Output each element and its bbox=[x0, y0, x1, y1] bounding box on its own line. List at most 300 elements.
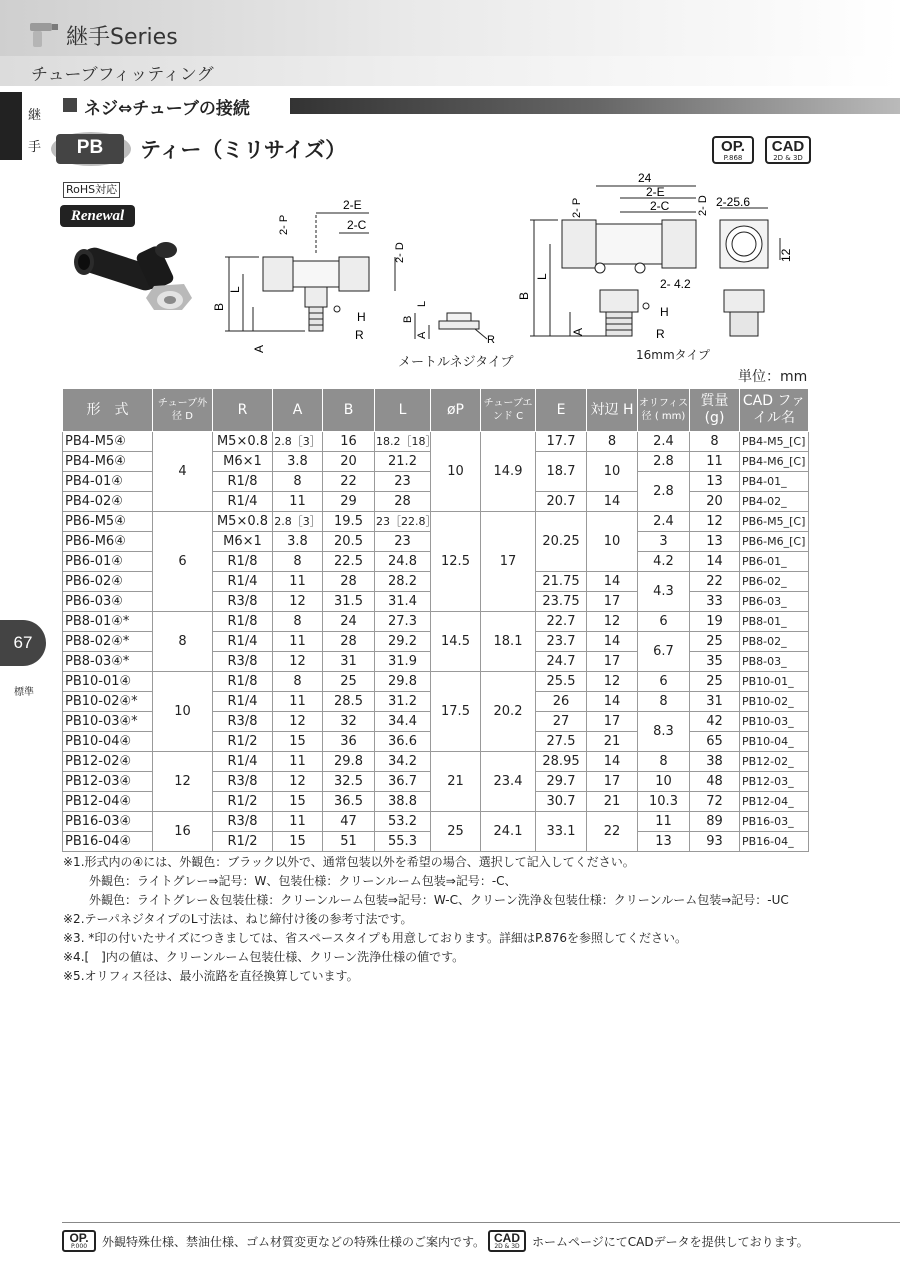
cell-l: 23 bbox=[375, 472, 431, 492]
cell-model: PB10-01④ bbox=[63, 672, 153, 692]
cell-a: 2.8［3］ bbox=[273, 512, 323, 532]
cell-e: 26 bbox=[536, 692, 587, 712]
dimension-drawing-metric bbox=[395, 295, 515, 345]
cell-cad: PB8-03_ bbox=[740, 652, 809, 672]
section-square-icon bbox=[63, 98, 77, 112]
note-1: ※1.形式内の④には、外観色：ブラック以外で、通常包装以外を希望の場合、選択して記入してください。 bbox=[63, 855, 635, 869]
cell-g: 19 bbox=[690, 612, 740, 632]
cell-b: 16 bbox=[323, 432, 375, 452]
note-2: ※2.テーパネジタイプのL寸法は、ねじ締付け後の参考寸法です。 bbox=[63, 912, 413, 926]
cell-a: 12 bbox=[273, 652, 323, 672]
cell-h: 14 bbox=[587, 692, 638, 712]
cell-r: R3/8 bbox=[213, 652, 273, 672]
cell-b: 25 bbox=[323, 672, 375, 692]
cell-l: 31.2 bbox=[375, 692, 431, 712]
cell-b: 20 bbox=[323, 452, 375, 472]
cell-a: 11 bbox=[273, 572, 323, 592]
cell-r: M5×0.8 bbox=[213, 512, 273, 532]
cell-model: PB4-02④ bbox=[63, 492, 153, 512]
cell-b: 29.8 bbox=[323, 752, 375, 772]
cell-l: 31.4 bbox=[375, 592, 431, 612]
cell-o: 3 bbox=[638, 532, 690, 552]
op-badge-page: P.868 bbox=[723, 154, 743, 162]
cad-badge[interactable] bbox=[765, 136, 811, 164]
cell-h: 17 bbox=[587, 592, 638, 612]
cell-model: PB10-04④ bbox=[63, 732, 153, 752]
cell-h: 17 bbox=[587, 772, 638, 792]
column-header: 対辺 H bbox=[587, 389, 638, 432]
cell-model: PB8-03④* bbox=[63, 652, 153, 672]
dim-h-label: H bbox=[357, 310, 366, 324]
cell-b: 32 bbox=[323, 712, 375, 732]
column-header: B bbox=[323, 389, 375, 432]
cell-model: PB6-M6④ bbox=[63, 532, 153, 552]
dim-r-label-metric: R bbox=[487, 334, 495, 345]
section-bar bbox=[290, 98, 900, 114]
series-title: 継手Series bbox=[66, 25, 178, 50]
cell-cad: PB4-01_ bbox=[740, 472, 809, 492]
cell-o: 6.7 bbox=[638, 632, 690, 672]
cell-r: R3/8 bbox=[213, 812, 273, 832]
cell-c: 18.1 bbox=[481, 612, 536, 672]
cell-r: M6×1 bbox=[213, 532, 273, 552]
cell-d: 4 bbox=[153, 432, 213, 512]
cell-r: R1/4 bbox=[213, 692, 273, 712]
cell-h: 14 bbox=[587, 752, 638, 772]
table-row bbox=[63, 812, 809, 832]
side-tab-char-1: 継 bbox=[28, 108, 42, 123]
cell-r: M6×1 bbox=[213, 452, 273, 472]
cell-cad: PB4-M5_[C] bbox=[740, 432, 809, 452]
cell-l: 36.6 bbox=[375, 732, 431, 752]
section-title: ネジ⇔チューブの接続 bbox=[84, 99, 250, 119]
dim-l-label-metric: L bbox=[416, 300, 428, 307]
cell-h: 8 bbox=[587, 432, 638, 452]
cell-c: 20.2 bbox=[481, 672, 536, 752]
column-header: A bbox=[273, 389, 323, 432]
column-header: CAD ファイル名 bbox=[740, 389, 809, 432]
cell-g: 89 bbox=[690, 812, 740, 832]
cell-model: PB6-02④ bbox=[63, 572, 153, 592]
dimension-drawing-standard bbox=[205, 195, 415, 360]
cell-o: 11 bbox=[638, 812, 690, 832]
cell-e: 22.7 bbox=[536, 612, 587, 632]
column-header: R bbox=[213, 389, 273, 432]
renewal-badge: Renewal bbox=[60, 205, 135, 227]
cell-h: 14 bbox=[587, 572, 638, 592]
cell-cad: PB16-03_ bbox=[740, 812, 809, 832]
product-code: PB bbox=[76, 137, 104, 158]
cell-cad: PB12-03_ bbox=[740, 772, 809, 792]
cell-cad: PB4-02_ bbox=[740, 492, 809, 512]
cell-cad: PB10-04_ bbox=[740, 732, 809, 752]
cell-r: R1/4 bbox=[213, 492, 273, 512]
cell-g: 11 bbox=[690, 452, 740, 472]
cell-b: 22.5 bbox=[323, 552, 375, 572]
footer-cad-sub: 2D & 3D bbox=[494, 1243, 520, 1250]
footer-divider bbox=[62, 1222, 900, 1223]
cell-a: 11 bbox=[273, 752, 323, 772]
cell-cad: PB8-02_ bbox=[740, 632, 809, 652]
cell-a: 15 bbox=[273, 832, 323, 852]
cell-cad: PB6-03_ bbox=[740, 592, 809, 612]
cell-l: 18.2［18］ bbox=[375, 432, 431, 452]
dim-b-label: B bbox=[212, 302, 226, 311]
cell-p: 21 bbox=[431, 752, 481, 812]
cell-b: 31.5 bbox=[323, 592, 375, 612]
cell-e: 28.95 bbox=[536, 752, 587, 772]
cell-c: 24.1 bbox=[481, 812, 536, 852]
notes bbox=[63, 853, 789, 986]
cell-a: 2.8［3］ bbox=[273, 432, 323, 452]
cell-h: 12 bbox=[587, 672, 638, 692]
cell-h: 12 bbox=[587, 612, 638, 632]
cell-c: 14.9 bbox=[481, 432, 536, 512]
cell-r: R1/4 bbox=[213, 572, 273, 592]
cell-o: 8 bbox=[638, 692, 690, 712]
cell-e: 25.5 bbox=[536, 672, 587, 692]
cell-cad: PB6-M6_[C] bbox=[740, 532, 809, 552]
op-badge-label: OP. bbox=[721, 138, 745, 155]
column-header: 形 式 bbox=[63, 389, 153, 432]
note-1-sub-b: 外観色：ライトグレー＆包装仕様：クリーンルーム包装⇒記号：W-C、クリーン洗浄＆包装仕様：クリーンルーム包装⇒記号：-UC bbox=[77, 893, 789, 907]
cell-p: 10 bbox=[431, 432, 481, 512]
dim-a-label-16: A bbox=[571, 327, 585, 336]
cell-e: 21.75 bbox=[536, 572, 587, 592]
footer-op-badge[interactable] bbox=[62, 1230, 96, 1252]
cell-l: 28 bbox=[375, 492, 431, 512]
cell-l: 21.2 bbox=[375, 452, 431, 472]
cell-c: 23.4 bbox=[481, 752, 536, 812]
cell-g: 42 bbox=[690, 712, 740, 732]
cell-b: 36.5 bbox=[323, 792, 375, 812]
cell-p: 12.5 bbox=[431, 512, 481, 612]
cell-model: PB6-01④ bbox=[63, 552, 153, 572]
dim-25-6-label: 2-25.6 bbox=[716, 195, 751, 209]
cell-b: 28 bbox=[323, 572, 375, 592]
cell-cad: PB16-04_ bbox=[740, 832, 809, 852]
unit-label: 単位：mm bbox=[738, 369, 808, 385]
cell-e: 30.7 bbox=[536, 792, 587, 812]
cell-r: R1/8 bbox=[213, 472, 273, 492]
cell-cad: PB10-03_ bbox=[740, 712, 809, 732]
cell-d: 16 bbox=[153, 812, 213, 852]
dim-h-label-16: H bbox=[660, 305, 669, 319]
cell-r: R1/2 bbox=[213, 732, 273, 752]
cell-b: 20.5 bbox=[323, 532, 375, 552]
column-header: チューブエンド C bbox=[481, 389, 536, 432]
cell-model: PB6-03④ bbox=[63, 592, 153, 612]
cell-e: 29.7 bbox=[536, 772, 587, 792]
cell-e: 23.75 bbox=[536, 592, 587, 612]
cell-model: PB4-M5④ bbox=[63, 432, 153, 452]
note-1-sub-a: 外観色：ライトグレー⇒記号：W、包装仕様：クリーンルーム包装⇒記号：-C、 bbox=[77, 874, 517, 888]
cell-l: 23［22.8］ bbox=[375, 512, 431, 532]
cell-g: 33 bbox=[690, 592, 740, 612]
table-row bbox=[63, 752, 809, 772]
cell-a: 3.8 bbox=[273, 532, 323, 552]
cell-b: 22 bbox=[323, 472, 375, 492]
cell-o: 6 bbox=[638, 612, 690, 632]
cell-g: 35 bbox=[690, 652, 740, 672]
cell-g: 22 bbox=[690, 572, 740, 592]
cell-h: 21 bbox=[587, 732, 638, 752]
cell-model: PB10-03④* bbox=[63, 712, 153, 732]
dim-2e-label: 2-E bbox=[343, 198, 362, 212]
cell-e: 33.1 bbox=[536, 812, 587, 852]
cell-e: 20.7 bbox=[536, 492, 587, 512]
cell-d: 8 bbox=[153, 612, 213, 672]
cell-l: 27.3 bbox=[375, 612, 431, 632]
metric-thread-caption: メートルネジタイプ bbox=[398, 355, 514, 370]
cell-a: 15 bbox=[273, 792, 323, 812]
cell-model: PB16-03④ bbox=[63, 812, 153, 832]
cell-g: 8 bbox=[690, 432, 740, 452]
cell-l: 55.3 bbox=[375, 832, 431, 852]
cell-r: M5×0.8 bbox=[213, 432, 273, 452]
cell-l: 23 bbox=[375, 532, 431, 552]
dim-l-label-16: L bbox=[535, 273, 549, 280]
cell-a: 8 bbox=[273, 552, 323, 572]
cell-g: 13 bbox=[690, 472, 740, 492]
cell-l: 29.8 bbox=[375, 672, 431, 692]
cell-r: R1/8 bbox=[213, 612, 273, 632]
cell-o: 13 bbox=[638, 832, 690, 852]
footer-cad-badge[interactable] bbox=[488, 1230, 526, 1252]
cell-o: 10 bbox=[638, 772, 690, 792]
cell-o: 2.8 bbox=[638, 472, 690, 512]
cell-h: 10 bbox=[587, 512, 638, 572]
cell-l: 34.4 bbox=[375, 712, 431, 732]
cell-a: 8 bbox=[273, 672, 323, 692]
cell-a: 11 bbox=[273, 812, 323, 832]
dim-a-label-metric: A bbox=[416, 331, 428, 339]
cell-h: 14 bbox=[587, 492, 638, 512]
column-header: チューブ外径 D bbox=[153, 389, 213, 432]
cell-p: 14.5 bbox=[431, 612, 481, 672]
cell-a: 11 bbox=[273, 692, 323, 712]
cell-g: 12 bbox=[690, 512, 740, 532]
cell-h: 21 bbox=[587, 792, 638, 812]
cell-o: 8 bbox=[638, 752, 690, 772]
cell-model: PB6-M5④ bbox=[63, 512, 153, 532]
product-title: ティー（ミリサイズ） bbox=[140, 138, 347, 162]
cell-g: 13 bbox=[690, 532, 740, 552]
cell-model: PB16-04④ bbox=[63, 832, 153, 852]
footer-op-label: OP. bbox=[69, 1231, 89, 1245]
page-subtitle: チューブフィッティング bbox=[31, 65, 214, 85]
cad-badge-sub: 2D & 3D bbox=[773, 154, 803, 162]
cell-o: 4.3 bbox=[638, 572, 690, 612]
cell-model: PB12-03④ bbox=[63, 772, 153, 792]
cell-model: PB10-02④* bbox=[63, 692, 153, 712]
cell-cad: PB12-02_ bbox=[740, 752, 809, 772]
cell-r: R3/8 bbox=[213, 772, 273, 792]
fitting-logo-icon bbox=[30, 21, 60, 47]
cell-a: 15 bbox=[273, 732, 323, 752]
footer-op-page: P.000 bbox=[70, 1243, 88, 1250]
cell-cad: PB6-M5_[C] bbox=[740, 512, 809, 532]
cell-p: 17.5 bbox=[431, 672, 481, 752]
dim-12-label: 12 bbox=[779, 248, 793, 262]
cell-b: 47 bbox=[323, 812, 375, 832]
cell-e: 20.25 bbox=[536, 512, 587, 572]
cell-l: 28.2 bbox=[375, 572, 431, 592]
cell-model: PB12-02④ bbox=[63, 752, 153, 772]
dim-r-label-16: R bbox=[656, 327, 665, 341]
cell-e: 27 bbox=[536, 712, 587, 732]
cad-badge-label: CAD bbox=[771, 138, 805, 155]
cell-b: 28 bbox=[323, 632, 375, 652]
cell-h: 10 bbox=[587, 452, 638, 492]
dim-l-label: L bbox=[228, 286, 242, 293]
cell-a: 12 bbox=[273, 592, 323, 612]
cell-r: R1/2 bbox=[213, 832, 273, 852]
spec-table bbox=[62, 388, 809, 852]
cell-g: 14 bbox=[690, 552, 740, 572]
rohs-label: RoHS対応 bbox=[63, 182, 120, 198]
dim-24-label: 24 bbox=[638, 171, 652, 185]
cell-g: 93 bbox=[690, 832, 740, 852]
cell-e: 23.7 bbox=[536, 632, 587, 652]
note-4: ※4.[ ]内の値は、クリーンルーム包装仕様、クリーン洗浄仕様の値です。 bbox=[63, 950, 465, 964]
cell-r: R1/2 bbox=[213, 792, 273, 812]
dim-a-label: A bbox=[252, 344, 266, 353]
dim-2d-label-16: 2- D bbox=[697, 195, 709, 216]
cell-e: 24.7 bbox=[536, 652, 587, 672]
note-5: ※5.オリフィス径は、最小流路を直径換算しています。 bbox=[63, 969, 359, 983]
cell-g: 20 bbox=[690, 492, 740, 512]
cell-b: 51 bbox=[323, 832, 375, 852]
op-badge[interactable] bbox=[712, 136, 754, 164]
cell-a: 8 bbox=[273, 612, 323, 632]
cell-g: 25 bbox=[690, 672, 740, 692]
footer-op-text: 外観特殊仕様、禁油仕様、ゴム材質変更などの特殊仕様のご案内です。 bbox=[102, 1235, 486, 1249]
cell-l: 34.2 bbox=[375, 752, 431, 772]
note-3: ※3. *印の付いたサイズにつきましては、省スペースタイプも用意しております。詳細はP.876を参照してください。 bbox=[63, 931, 688, 945]
cell-a: 12 bbox=[273, 772, 323, 792]
cell-e: 18.7 bbox=[536, 452, 587, 492]
column-header: オリフィス径 ( mm) bbox=[638, 389, 690, 432]
cell-o: 2.8 bbox=[638, 452, 690, 472]
cell-h: 17 bbox=[587, 652, 638, 672]
cell-g: 65 bbox=[690, 732, 740, 752]
table-header-row bbox=[63, 389, 809, 432]
dim-2p-label: 2- P bbox=[278, 214, 290, 235]
cell-d: 10 bbox=[153, 672, 213, 752]
dim-2d-label: 2- D bbox=[394, 242, 406, 263]
cell-r: R1/4 bbox=[213, 752, 273, 772]
16mm-type-caption: 16mmタイプ bbox=[636, 348, 711, 362]
cell-c: 17 bbox=[481, 512, 536, 612]
cell-b: 19.5 bbox=[323, 512, 375, 532]
side-tab-char-2: 手 bbox=[28, 140, 42, 155]
cell-r: R3/8 bbox=[213, 592, 273, 612]
cell-d: 6 bbox=[153, 512, 213, 612]
cell-o: 6 bbox=[638, 672, 690, 692]
cell-b: 31 bbox=[323, 652, 375, 672]
cell-b: 24 bbox=[323, 612, 375, 632]
cell-cad: PB8-01_ bbox=[740, 612, 809, 632]
cell-p: 25 bbox=[431, 812, 481, 852]
cell-a: 11 bbox=[273, 632, 323, 652]
table-row bbox=[63, 432, 809, 452]
cell-r: R1/4 bbox=[213, 632, 273, 652]
side-label: 標準 bbox=[14, 687, 34, 698]
cell-cad: PB10-02_ bbox=[740, 692, 809, 712]
cell-b: 36 bbox=[323, 732, 375, 752]
cell-b: 32.5 bbox=[323, 772, 375, 792]
cell-a: 3.8 bbox=[273, 452, 323, 472]
footer-cad-text: ホームページにてCADデータを提供しております。 bbox=[532, 1235, 809, 1249]
table-row bbox=[63, 612, 809, 632]
cell-r: R1/8 bbox=[213, 672, 273, 692]
cell-b: 28.5 bbox=[323, 692, 375, 712]
cell-l: 53.2 bbox=[375, 812, 431, 832]
product-photo bbox=[62, 240, 200, 320]
column-header: 質量 (g) bbox=[690, 389, 740, 432]
side-strip bbox=[0, 92, 22, 160]
cell-g: 31 bbox=[690, 692, 740, 712]
cell-o: 2.4 bbox=[638, 512, 690, 532]
dim-2e-label-16: 2-E bbox=[646, 185, 665, 199]
dim-b-label-16: B bbox=[517, 291, 531, 300]
table-row bbox=[63, 512, 809, 532]
table-body bbox=[63, 432, 809, 852]
cell-l: 36.7 bbox=[375, 772, 431, 792]
cell-g: 38 bbox=[690, 752, 740, 772]
cell-g: 72 bbox=[690, 792, 740, 812]
cell-g: 48 bbox=[690, 772, 740, 792]
cell-l: 31.9 bbox=[375, 652, 431, 672]
page-number: 67 bbox=[0, 620, 46, 666]
cell-cad: PB6-01_ bbox=[740, 552, 809, 572]
cell-model: PB8-02④* bbox=[63, 632, 153, 652]
cell-r: R1/8 bbox=[213, 552, 273, 572]
dimension-drawing-16mm bbox=[510, 168, 810, 358]
cell-a: 11 bbox=[273, 492, 323, 512]
cell-cad: PB4-M6_[C] bbox=[740, 452, 809, 472]
cell-a: 12 bbox=[273, 712, 323, 732]
cell-l: 24.8 bbox=[375, 552, 431, 572]
cell-h: 14 bbox=[587, 632, 638, 652]
dim-2c-label: 2-C bbox=[347, 218, 367, 232]
table-row bbox=[63, 672, 809, 692]
column-header: øP bbox=[431, 389, 481, 432]
cell-cad: PB12-04_ bbox=[740, 792, 809, 812]
column-header: L bbox=[375, 389, 431, 432]
cell-a: 8 bbox=[273, 472, 323, 492]
cell-cad: PB10-01_ bbox=[740, 672, 809, 692]
cell-model: PB8-01④* bbox=[63, 612, 153, 632]
cell-b: 29 bbox=[323, 492, 375, 512]
cell-d: 12 bbox=[153, 752, 213, 812]
footer-cad-label: CAD bbox=[494, 1231, 520, 1245]
cell-e: 27.5 bbox=[536, 732, 587, 752]
cell-o: 2.4 bbox=[638, 432, 690, 452]
cell-h: 22 bbox=[587, 812, 638, 852]
dim-2p-label-16: 2- P bbox=[571, 197, 583, 218]
column-header: E bbox=[536, 389, 587, 432]
cell-model: PB4-01④ bbox=[63, 472, 153, 492]
cell-model: PB4-M6④ bbox=[63, 452, 153, 472]
cell-g: 25 bbox=[690, 632, 740, 652]
cell-l: 38.8 bbox=[375, 792, 431, 812]
cell-cad: PB6-02_ bbox=[740, 572, 809, 592]
cell-o: 4.2 bbox=[638, 552, 690, 572]
cell-e: 17.7 bbox=[536, 432, 587, 452]
cell-o: 10.3 bbox=[638, 792, 690, 812]
